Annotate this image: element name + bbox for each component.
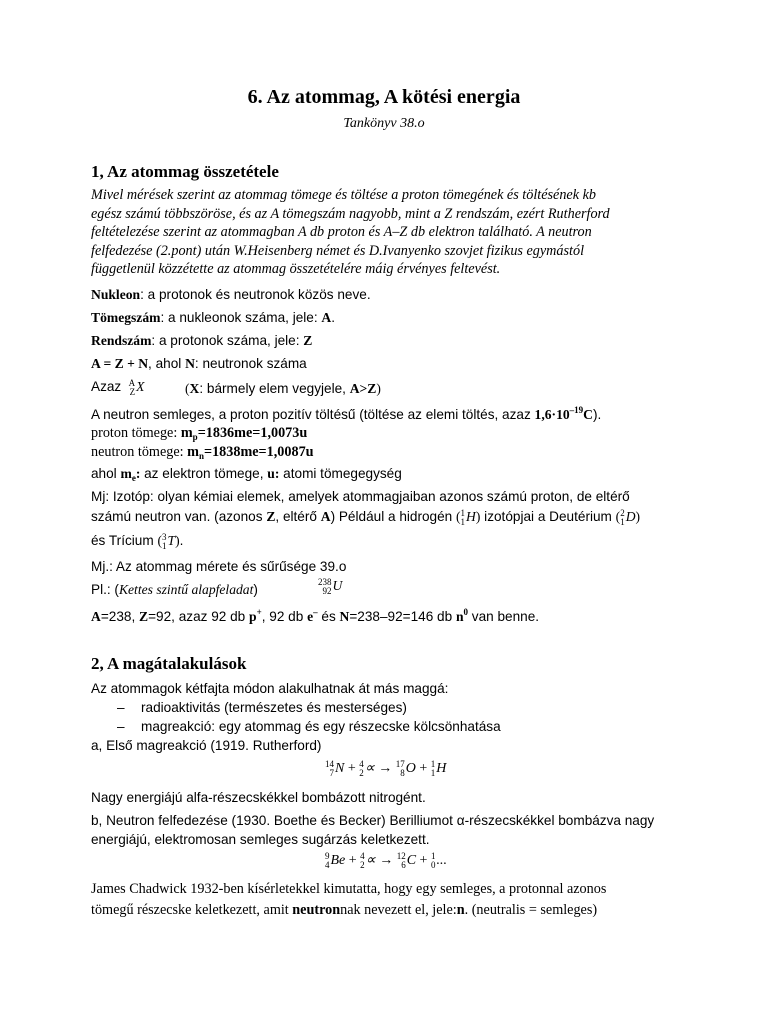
intro-line: Mivel mérések szerint az atommag tömege és töltése a proton tömegének és töltésének kb	[91, 187, 596, 203]
neutron-charge-line: A neutron semleges, a proton pozitív töltésű (töltése az elemi töltés, azaz $1,6\cdot 10^{-19}C$).	[91, 405, 602, 422]
izotop-line-2: számú neutron van. (azonos Z, eltérő A) Például a hidrogén ( 1 1 H) izotópjai a Deutérium ( 2 1 D)	[91, 508, 641, 527]
intro-line: egész számú többszöröse, és az A tömegszám nagyobb, mint a Z rendszám, ezért Rutherford	[91, 205, 610, 222]
azaz-line: Azaz A Z X	[91, 378, 145, 397]
pl-line: Pl.: (Kettes szintű alapfeladat)	[91, 582, 258, 597]
term-tomegszam: Tömegszám	[91, 310, 161, 325]
bullet-magreakcio: magreakció: egy atommag és egy részecske kölcsönhatása	[141, 719, 501, 734]
intro-line: függetlenül közzétette az atommag összetételére máig érvényes feltevést.	[91, 261, 501, 278]
chadwick-line-2: tömegű részecske keletkezett, amit neutronnak nevezett el, jele:n. (neutralis = semleges)	[91, 902, 598, 918]
definition-tomegszam: Tömegszám: a nukleonok száma, jele: A.	[91, 310, 336, 325]
neutron-mass-line: neutron tömege: $m_n=1838me=1,0087u$	[91, 444, 314, 461]
nuclide-hydrogen: 1 1 H	[460, 508, 476, 527]
nuclide-uranium: 238 92 U	[318, 577, 343, 596]
proton-mass-line: proton tömege: $m_p=1836me=1,0073u$	[91, 425, 308, 442]
bullet-dash: –	[117, 719, 125, 734]
nuclide-tritium: 3 1 T	[162, 532, 176, 551]
neutron-discovery-line-2: energiájú, elektromosan semleges sugárzás keletkezett.	[91, 832, 430, 847]
reaction-equation-2: 9 4 Be + 4 2 ∝ → 12 6 C + 1 0 ...	[325, 851, 447, 870]
bullet-radioaktivitas: radioaktivitás (természetes és mesterséges)	[141, 700, 407, 715]
intro-line: feltételezése szerint az atommagban A db proton és A–Z db elektron található. A neutron	[91, 224, 592, 241]
azaz-note: (X: bármely elem vegyjele, A>Z)	[185, 381, 381, 396]
reaction-equation-1: 14 7 N + 4 2 ∝ → 17 8 O + 1 1 H	[325, 759, 447, 778]
formula-a-z-n: A = Z + N, ahol N: neutronok száma	[91, 356, 307, 371]
page-title: 6. Az atommag, A kötési energia	[247, 86, 521, 108]
nuclide-deuterium: 2 1 D	[620, 508, 636, 527]
chadwick-line-1: James Chadwick 1932-ben kísérletekkel kimutatta, hogy egy semleges, a protonnal azonos	[91, 881, 607, 897]
term-rendszam: Rendszám	[91, 333, 152, 348]
definition-nukleon: Nukleon: a protonok és neutronok közös neve.	[91, 287, 371, 302]
section-2-heading: 2, A magátalakulások	[91, 654, 247, 673]
izotop-line-1: Mj: Izotóp: olyan kémiai elemek, amelyek atommagjaiban azonos számú proton, de eltérő	[91, 489, 630, 504]
intro-line: felfedezése (2.pont) után W.Heisenberg német és D.Ivanyenko szovjet fizikus egymástól	[91, 242, 585, 259]
term-nukleon: Nukleon	[91, 287, 141, 302]
first-reaction-label: a, Első magreakció (1919. Rutherford)	[91, 738, 322, 753]
definition-rendszam: Rendszám: a protonok száma, jele: Z	[91, 333, 313, 348]
uranium-calc-line: A=238, Z=92, azaz 92 db p+, 92 db e– és N=238–92=146 db $n^0$ van benne.	[91, 607, 540, 624]
ahol-line: ahol $m_e$: az elektron tömege, u: atomi tömegegység	[91, 466, 402, 483]
meret-note: Mj.: Az atommag mérete és sűrűsége 39.o	[91, 559, 347, 574]
nuclide-ax: A Z X	[128, 378, 145, 397]
section-1-intro	[91, 186, 610, 279]
section-2-intro: Az atommagok kétfajta módon alakulhatnak át más maggá:	[91, 681, 449, 696]
izotop-line-3: és Trícium ( 3 1 T).	[91, 532, 184, 551]
neutron-discovery-line-1: b, Neutron felfedezése (1930. Boethe és Becker) Berilliumot α-részecskékkel bombázva nagy	[91, 813, 655, 828]
bullet-dash: –	[117, 700, 125, 715]
section-1-heading: 1, Az atommag összetétele	[91, 162, 279, 181]
nitrogen-note: Nagy energiájú alfa-részecskékkel bombázott nitrogént.	[91, 790, 426, 805]
page-subtitle: Tankönyv 38.o	[343, 116, 425, 131]
